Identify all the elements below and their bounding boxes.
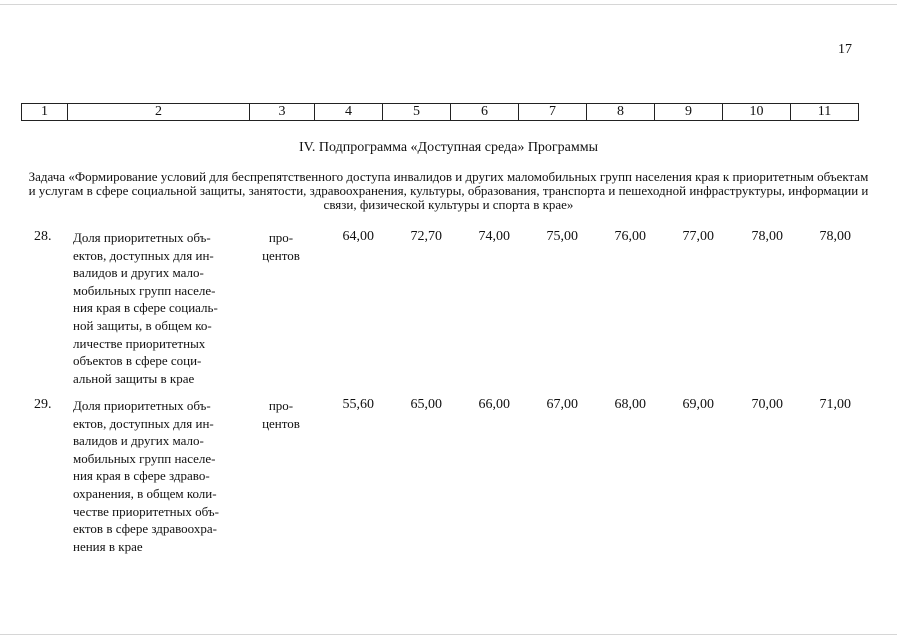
indicator-value: 70,00 [751,397,783,412]
header-cell: 5 [383,104,451,121]
header-cell: 6 [451,104,519,121]
header-cell: 1 [22,104,68,121]
header-cell: 9 [655,104,723,121]
header-cell: 4 [315,104,383,121]
indicator-unit: про- центов [262,398,300,431]
header-cell: 11 [791,104,859,121]
header-cell: 10 [723,104,791,121]
indicator-unit: про- центов [262,230,300,263]
indicator-value: 68,00 [614,397,646,412]
column-number-header [21,103,859,121]
row-number: 29. [34,397,52,412]
indicator-value: 78,00 [819,229,851,244]
scan-edge-bottom [0,634,897,635]
indicator-value: 55,60 [342,397,374,412]
row-number: 28. [34,229,52,244]
header-cell: 2 [68,104,250,121]
indicator-value: 74,00 [478,229,510,244]
indicator-value: 72,70 [410,229,442,244]
indicator-description: Доля приоритетных объ- ектов, доступных для ин- валидов и других мало- мобильных групп населе- ния края в сфере здраво- охранения, в общем коли- честве приоритетных объ- ектов в сфере здравоохра- нения в крае [73,398,219,554]
indicator-value: 69,00 [682,397,714,412]
indicator-value: 77,00 [682,229,714,244]
indicator-value: 67,00 [546,397,578,412]
header-cell: 8 [587,104,655,121]
section-title: IV. Подпрограмма «Доступная среда» Программы [298,140,599,155]
header-cell: 3 [250,104,315,121]
header-cell: 7 [519,104,587,121]
indicator-value: 75,00 [546,229,578,244]
indicator-value: 78,00 [751,229,783,244]
header-row [22,104,859,121]
indicator-value: 65,00 [410,397,442,412]
indicator-value: 64,00 [342,229,374,244]
page-number: 17 [838,42,852,57]
indicator-description: Доля приоритетных объ- ектов, доступных для ин- валидов и других мало- мобильных групп населе- ния края в сфере социаль- ной защиты, в общем ко- личестве приоритетных объектов в сфере соци- альной защиты в крае [73,230,218,386]
scan-edge-top [0,4,897,5]
task-description: Задача «Формирование условий для беспрепятственного доступа инвалидов и других маломобильных групп населения края к приоритетным объектам и услугам в сфере социальной защиты, занятости, здравоохранения, культуры, образования, транспорта и пешеходной инфраструктуры, информации и связи, физической культуры и спорта в крае» [28,169,869,212]
indicator-value: 76,00 [614,229,646,244]
indicator-value: 66,00 [478,397,510,412]
indicator-value: 71,00 [819,397,851,412]
